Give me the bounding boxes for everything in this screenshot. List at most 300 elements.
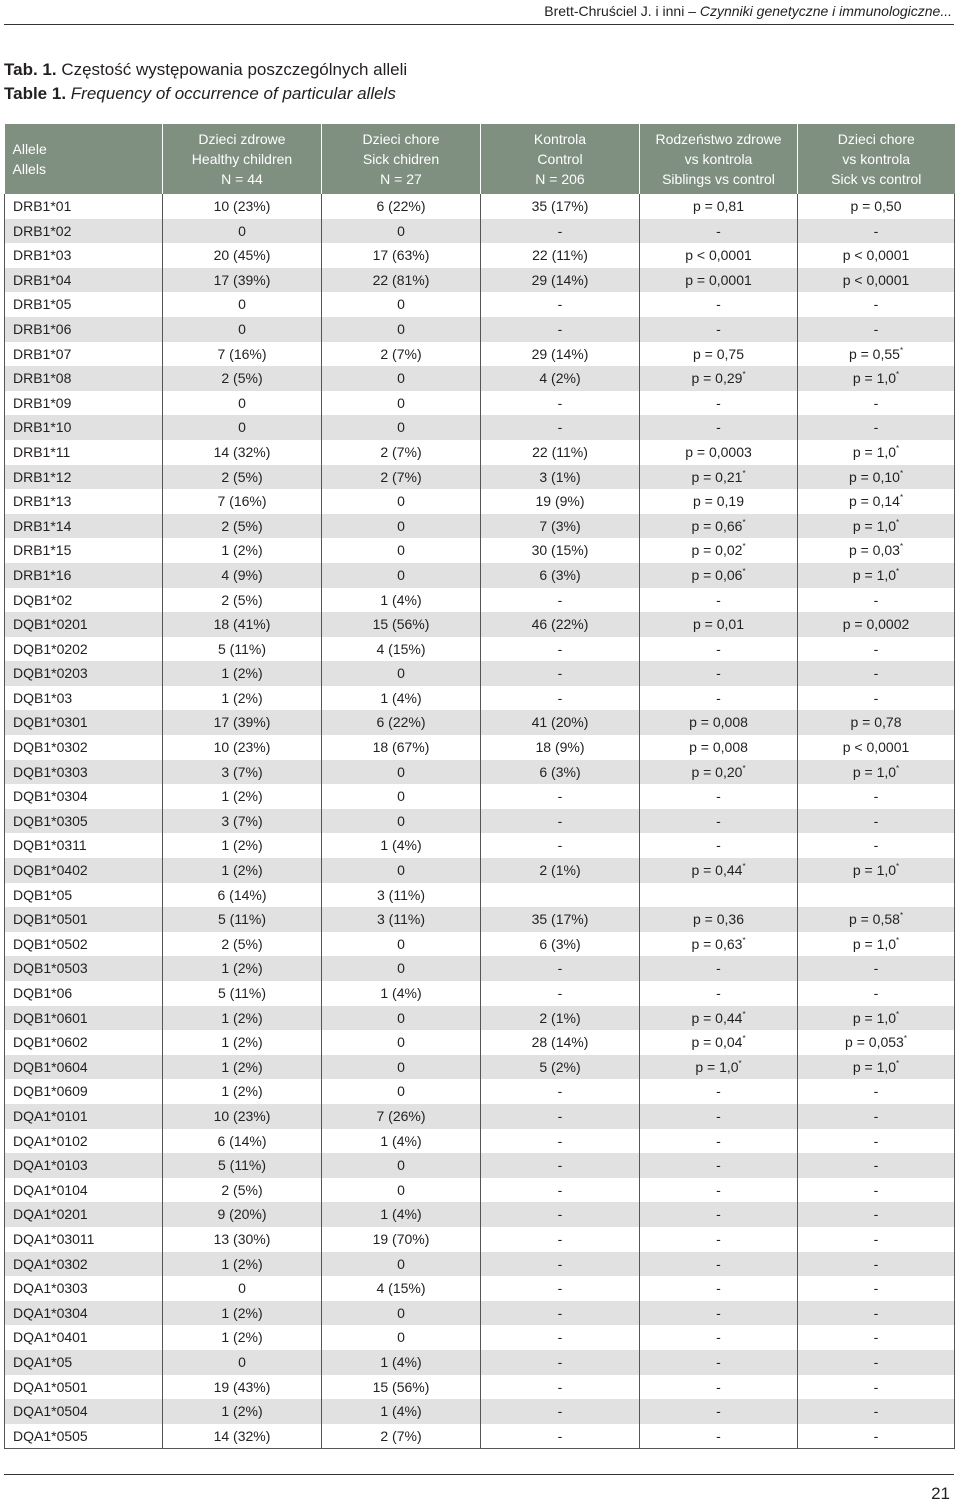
value-cell: 18 (67%) (322, 735, 481, 760)
table-row (5, 686, 955, 711)
value-cell: - (481, 317, 640, 342)
caption-english-label: Table 1. (4, 84, 67, 103)
allele-cell: DQB1*0201 (5, 612, 163, 637)
value-cell: p = 0,36 (640, 907, 798, 932)
value-cell: - (640, 588, 798, 613)
footnote-marker: * (742, 763, 746, 773)
value-cell: 35 (17%) (481, 907, 640, 932)
value-cell: - (481, 637, 640, 662)
value-cell: p = 0,19 (640, 489, 798, 514)
value-cell: - (481, 1399, 640, 1424)
value-cell: 7 (16%) (163, 342, 322, 367)
value-cell: 17 (63%) (322, 243, 481, 268)
value-cell: p = 1,0* (798, 1006, 955, 1031)
value-cell: - (640, 1129, 798, 1154)
value-cell: 2 (7%) (322, 1424, 481, 1449)
allele-cell: DQB1*0501 (5, 907, 163, 932)
value-cell: 14 (32%) (163, 1424, 322, 1449)
value-cell: p = 1,0* (798, 440, 955, 465)
value-cell: - (798, 981, 955, 1006)
value-cell: 0 (163, 292, 322, 317)
value-cell: 2 (7%) (322, 465, 481, 490)
allele-cell: DQA1*0104 (5, 1178, 163, 1203)
allele-cell: DQB1*0302 (5, 735, 163, 760)
value-cell: 6 (14%) (163, 883, 322, 908)
value-cell: p = 0,66* (640, 514, 798, 539)
value-cell: - (640, 1301, 798, 1326)
value-cell: - (798, 686, 955, 711)
table-row (5, 538, 955, 563)
value-cell: 3 (7%) (163, 760, 322, 785)
value-cell: 0 (322, 809, 481, 834)
table-row (5, 858, 955, 883)
allele-cell: DQB1*0502 (5, 932, 163, 957)
value-cell: p = 1,0* (798, 514, 955, 539)
value-cell: p = 1,0* (798, 366, 955, 391)
value-cell: p = 0,21* (640, 465, 798, 490)
value-cell: p = 0,44* (640, 1006, 798, 1031)
table-header (5, 124, 955, 194)
value-cell: - (640, 391, 798, 416)
table-row (5, 317, 955, 342)
footnote-marker: * (742, 566, 746, 576)
value-cell: - (798, 637, 955, 662)
value-cell: - (798, 1104, 955, 1129)
column-header-line: Dzieci zdrowe (198, 131, 286, 147)
table-row (5, 710, 955, 735)
caption-polish-label: Tab. 1. (4, 60, 57, 79)
value-cell: p = 0,14* (798, 489, 955, 514)
table-row (5, 907, 955, 932)
value-cell: - (481, 1424, 640, 1449)
footnote-marker: * (899, 345, 904, 355)
table-row (5, 440, 955, 465)
allele-cell: DQB1*0305 (5, 809, 163, 834)
value-cell: p = 0,58* (798, 907, 955, 932)
value-cell: - (798, 1301, 955, 1326)
value-cell: - (798, 219, 955, 244)
table-row (5, 612, 955, 637)
value-cell: 1 (2%) (163, 784, 322, 809)
table-row (5, 760, 955, 785)
value-cell: 0 (322, 317, 481, 342)
value-cell: - (481, 686, 640, 711)
value-cell: 0 (322, 1055, 481, 1080)
footnote-marker: * (899, 468, 904, 478)
value-cell: - (481, 391, 640, 416)
value-cell: 2 (5%) (163, 366, 322, 391)
value-cell: - (798, 292, 955, 317)
value-cell: 1 (2%) (163, 1055, 322, 1080)
value-cell: p = 0,20* (640, 760, 798, 785)
value-cell: 0 (322, 366, 481, 391)
value-cell: p = 1,0* (798, 858, 955, 883)
value-cell: 41 (20%) (481, 710, 640, 735)
value-cell: 0 (322, 784, 481, 809)
column-header-line: Allele (12, 141, 47, 157)
table-row (5, 514, 955, 539)
allele-cell: DRB1*15 (5, 538, 163, 563)
footnote-marker: * (899, 493, 904, 503)
value-cell: 14 (32%) (163, 440, 322, 465)
footnote-marker: * (896, 443, 900, 453)
value-cell: 3 (11%) (322, 883, 481, 908)
allele-cell: DQA1*0201 (5, 1202, 163, 1227)
value-cell: 19 (70%) (322, 1227, 481, 1252)
column-header-line: Sick vs control (831, 171, 922, 187)
value-cell: - (640, 292, 798, 317)
footnote-marker: * (742, 542, 746, 552)
value-cell: - (798, 1276, 955, 1301)
value-cell: - (640, 637, 798, 662)
value-cell: 3 (7%) (163, 809, 322, 834)
value-cell: 5 (11%) (163, 907, 322, 932)
value-cell: 4 (15%) (322, 1276, 481, 1301)
table-row (5, 1055, 955, 1080)
value-cell: - (798, 1399, 955, 1424)
value-cell: 0 (163, 391, 322, 416)
value-cell: 15 (56%) (322, 1375, 481, 1400)
table-row (5, 1424, 955, 1449)
column-header-allele (5, 124, 163, 194)
value-cell: p = 0,75 (640, 342, 798, 367)
value-cell: - (798, 391, 955, 416)
value-cell: 13 (30%) (163, 1227, 322, 1252)
value-cell: 0 (322, 932, 481, 957)
allele-cell: DRB1*16 (5, 563, 163, 588)
value-cell: - (481, 1301, 640, 1326)
value-cell: 7 (26%) (322, 1104, 481, 1129)
allele-cell: DRB1*11 (5, 440, 163, 465)
value-cell (640, 883, 798, 908)
value-cell: - (640, 833, 798, 858)
allele-cell: DQB1*03 (5, 686, 163, 711)
value-cell: 6 (14%) (163, 1129, 322, 1154)
allele-cell: DQB1*0601 (5, 1006, 163, 1031)
value-cell: 0 (322, 514, 481, 539)
value-cell: - (481, 1153, 640, 1178)
value-cell: - (481, 784, 640, 809)
column-header-sick-children (322, 124, 481, 194)
column-header-line: Rodzeństwo zdrowe (655, 131, 782, 147)
value-cell: - (481, 1227, 640, 1252)
value-cell: - (640, 1424, 798, 1449)
caption-english-text: Frequency of occurrence of particular allels (70, 84, 396, 103)
footnote-marker: * (896, 1009, 900, 1019)
table-row (5, 1375, 955, 1400)
column-header-line: Healthy children (191, 151, 293, 167)
allele-cell: DQB1*0303 (5, 760, 163, 785)
table-row (5, 1325, 955, 1350)
value-cell: - (481, 1178, 640, 1203)
value-cell: - (640, 415, 798, 440)
allele-cell: DRB1*06 (5, 317, 163, 342)
table-row (5, 1030, 955, 1055)
value-cell: 35 (17%) (481, 194, 640, 219)
column-header-line: Sick chidren (362, 151, 440, 167)
value-cell: 0 (163, 317, 322, 342)
value-cell: - (798, 1178, 955, 1203)
table-row (5, 1399, 955, 1424)
allele-cell: DQB1*0203 (5, 661, 163, 686)
value-cell: 46 (22%) (481, 612, 640, 637)
table-row (5, 883, 955, 908)
value-cell: p = 0,008 (640, 710, 798, 735)
value-cell: - (798, 809, 955, 834)
value-cell: 1 (2%) (163, 1399, 322, 1424)
value-cell: 1 (2%) (163, 858, 322, 883)
value-cell: 0 (163, 415, 322, 440)
value-cell: p = 1,0* (640, 1055, 798, 1080)
column-header-line: Control (537, 151, 583, 167)
value-cell: 29 (14%) (481, 268, 640, 293)
table-row (5, 1202, 955, 1227)
allele-cell: DQA1*0504 (5, 1399, 163, 1424)
value-cell: 0 (322, 760, 481, 785)
table-row (5, 415, 955, 440)
table-row (5, 1006, 955, 1031)
value-cell: - (481, 1129, 640, 1154)
value-cell: - (798, 661, 955, 686)
value-cell: 0 (322, 391, 481, 416)
value-cell: - (798, 1252, 955, 1277)
value-cell: - (481, 1350, 640, 1375)
value-cell: p = 0,06* (640, 563, 798, 588)
value-cell: 0 (322, 538, 481, 563)
value-cell: - (798, 1375, 955, 1400)
value-cell: 9 (20%) (163, 1202, 322, 1227)
value-cell: 6 (3%) (481, 932, 640, 957)
value-cell: 4 (15%) (322, 637, 481, 662)
footer-rule (4, 1474, 954, 1475)
footnote-marker: * (896, 862, 900, 872)
value-cell: 2 (7%) (322, 440, 481, 465)
table-row (5, 784, 955, 809)
value-cell: 19 (9%) (481, 489, 640, 514)
value-cell: 0 (322, 956, 481, 981)
allele-cell: DQA1*0505 (5, 1424, 163, 1449)
value-cell: - (640, 1399, 798, 1424)
table-row (5, 243, 955, 268)
table-row (5, 932, 955, 957)
allele-cell: DQA1*0302 (5, 1252, 163, 1277)
table-row (5, 292, 955, 317)
value-cell: 1 (2%) (163, 538, 322, 563)
value-cell: - (640, 1252, 798, 1277)
running-header-authors: Brett-Chruściel J. i inni – (544, 3, 696, 19)
value-cell: 4 (2%) (481, 366, 640, 391)
value-cell: - (640, 1153, 798, 1178)
value-cell: 1 (4%) (322, 1399, 481, 1424)
footnote-marker: * (742, 1034, 746, 1044)
value-cell: 1 (2%) (163, 833, 322, 858)
allele-cell: DQB1*06 (5, 981, 163, 1006)
value-cell: - (798, 1350, 955, 1375)
value-cell: 0 (163, 219, 322, 244)
value-cell: - (798, 588, 955, 613)
footnote-marker: * (896, 370, 900, 380)
table-row (5, 342, 955, 367)
value-cell: - (640, 809, 798, 834)
value-cell: 0 (322, 661, 481, 686)
running-header-title: Czynniki genetyczne i immunologiczne... (699, 3, 952, 19)
value-cell: p < 0,0001 (640, 243, 798, 268)
page-number: 21 (931, 1484, 950, 1503)
value-cell: - (481, 1276, 640, 1301)
column-header-line: Kontrola (533, 131, 587, 147)
value-cell: 0 (322, 1301, 481, 1326)
table-row (5, 1276, 955, 1301)
value-cell: 1 (2%) (163, 1006, 322, 1031)
value-cell: - (481, 219, 640, 244)
value-cell: 5 (11%) (163, 637, 322, 662)
value-cell: - (481, 588, 640, 613)
value-cell: 6 (3%) (481, 563, 640, 588)
value-cell: - (798, 1079, 955, 1104)
value-cell: 6 (22%) (322, 710, 481, 735)
allele-cell: DRB1*13 (5, 489, 163, 514)
table-row (5, 735, 955, 760)
value-cell: 2 (5%) (163, 1178, 322, 1203)
value-cell: 17 (39%) (163, 710, 322, 735)
value-cell: - (798, 1227, 955, 1252)
allele-cell: DQA1*05 (5, 1350, 163, 1375)
value-cell: 10 (23%) (163, 735, 322, 760)
value-cell: p = 0,008 (640, 735, 798, 760)
footnote-marker: * (899, 911, 904, 921)
table-row (5, 1252, 955, 1277)
value-cell: 6 (22%) (322, 194, 481, 219)
table-caption (4, 58, 407, 106)
value-cell: 0 (322, 219, 481, 244)
value-cell: 2 (5%) (163, 465, 322, 490)
value-cell: 5 (11%) (163, 1153, 322, 1178)
caption-polish (4, 58, 407, 82)
value-cell: 1 (2%) (163, 1252, 322, 1277)
value-cell: - (481, 809, 640, 834)
column-header-line: Siblings vs control (662, 171, 775, 187)
footnote-marker: * (742, 468, 746, 478)
value-cell: 10 (23%) (163, 1104, 322, 1129)
column-header-sick-vs-control (798, 124, 955, 194)
value-cell: 22 (11%) (481, 243, 640, 268)
value-cell: 0 (322, 489, 481, 514)
value-cell: 0 (322, 292, 481, 317)
value-cell: 0 (322, 1006, 481, 1031)
value-cell: - (640, 1350, 798, 1375)
value-cell: - (481, 415, 640, 440)
value-cell: - (481, 833, 640, 858)
table-row (5, 1104, 955, 1129)
value-cell: 0 (322, 1178, 481, 1203)
column-header-line: vs kontrola (684, 151, 753, 167)
value-cell: p = 0,01 (640, 612, 798, 637)
footnote-marker: * (742, 517, 746, 527)
value-cell: 1 (4%) (322, 981, 481, 1006)
allele-cell: DRB1*07 (5, 342, 163, 367)
value-cell: 20 (45%) (163, 243, 322, 268)
value-cell: - (640, 686, 798, 711)
column-header-line: Dzieci chore (837, 131, 915, 147)
value-cell: - (798, 1202, 955, 1227)
value-cell: 0 (163, 1276, 322, 1301)
value-cell: p = 1,0* (798, 563, 955, 588)
allele-cell: DRB1*05 (5, 292, 163, 317)
table-row (5, 489, 955, 514)
value-cell: - (640, 956, 798, 981)
column-header-siblings-vs-control (640, 124, 798, 194)
value-cell: 7 (3%) (481, 514, 640, 539)
value-cell: - (640, 1375, 798, 1400)
value-cell: 3 (1%) (481, 465, 640, 490)
value-cell: p = 0,02* (640, 538, 798, 563)
allele-cell: DRB1*09 (5, 391, 163, 416)
allele-cell: DQA1*0303 (5, 1276, 163, 1301)
footnote-marker: * (896, 935, 900, 945)
value-cell: 1 (2%) (163, 1079, 322, 1104)
value-cell: - (481, 956, 640, 981)
value-cell: p = 0,04* (640, 1030, 798, 1055)
value-cell: 1 (4%) (322, 1350, 481, 1375)
value-cell: 1 (4%) (322, 686, 481, 711)
value-cell: 30 (15%) (481, 538, 640, 563)
value-cell: - (798, 956, 955, 981)
allele-cell: DQB1*0503 (5, 956, 163, 981)
value-cell: - (798, 1153, 955, 1178)
value-cell: p = 0,0002 (798, 612, 955, 637)
column-header-healthy-children (163, 124, 322, 194)
value-cell: - (481, 981, 640, 1006)
column-header-line: vs kontrola (842, 151, 911, 167)
header-row (5, 124, 955, 194)
value-cell: - (798, 415, 955, 440)
value-cell: 1 (4%) (322, 588, 481, 613)
value-cell: 1 (4%) (322, 1129, 481, 1154)
value-cell: 2 (5%) (163, 588, 322, 613)
value-cell: p = 0,053* (798, 1030, 955, 1055)
table-row (5, 661, 955, 686)
value-cell: 28 (14%) (481, 1030, 640, 1055)
header-rule (4, 24, 954, 25)
footnote-marker: * (738, 1058, 742, 1068)
table-row (5, 981, 955, 1006)
value-cell: - (481, 1325, 640, 1350)
table-row (5, 391, 955, 416)
allele-cell: DQB1*0604 (5, 1055, 163, 1080)
table-row (5, 465, 955, 490)
value-cell: 1 (4%) (322, 1202, 481, 1227)
value-cell: - (640, 784, 798, 809)
allele-cell: DRB1*01 (5, 194, 163, 219)
table-row (5, 1129, 955, 1154)
footnote-marker: * (742, 1009, 746, 1019)
allele-cell: DQA1*0304 (5, 1301, 163, 1326)
footnote-marker: * (742, 935, 746, 945)
value-cell: - (640, 1178, 798, 1203)
value-cell: - (481, 1252, 640, 1277)
value-cell: 1 (2%) (163, 686, 322, 711)
allele-cell: DRB1*14 (5, 514, 163, 539)
allele-cell: DRB1*08 (5, 366, 163, 391)
allele-cell: DQB1*0609 (5, 1079, 163, 1104)
value-cell: 1 (4%) (322, 833, 481, 858)
value-cell: - (798, 317, 955, 342)
value-cell: p = 0,63* (640, 932, 798, 957)
value-cell: - (798, 1325, 955, 1350)
allele-cell: DQB1*05 (5, 883, 163, 908)
table-body (5, 194, 955, 1449)
value-cell: - (481, 1202, 640, 1227)
